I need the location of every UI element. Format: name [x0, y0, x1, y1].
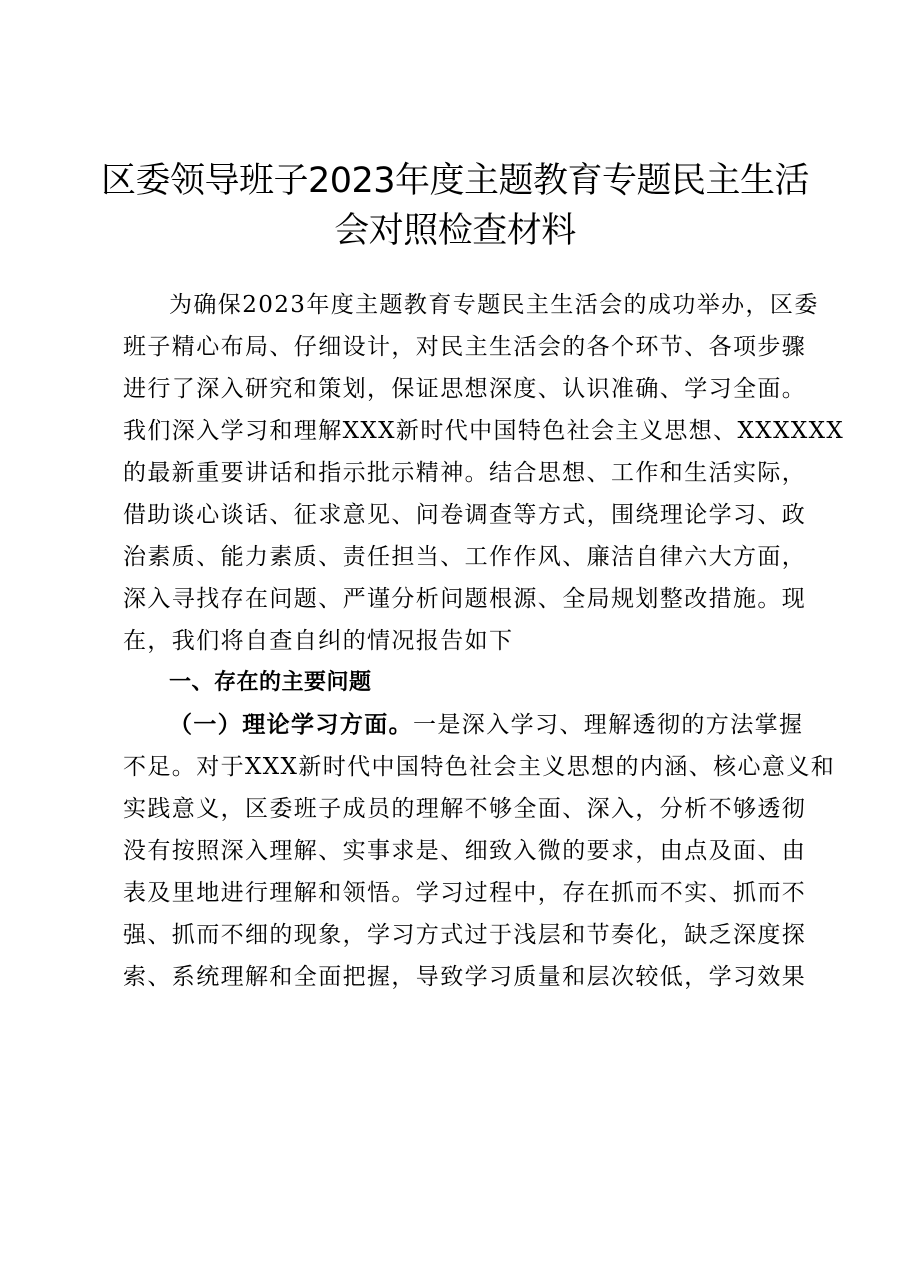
section-first-line-text: 一是深入学习、理解透彻的方法掌握 [413, 712, 804, 738]
intro-line: 借助谈心谈话、征求意见、问卷调查等方式，围绕理论学习、政 [123, 502, 807, 528]
section-line: 强、抓而不细的现象，学习方式过于浅层和节奏化，缺乏深度探 [123, 922, 807, 948]
intro-line: 进行了深入研究和策划，保证思想深度、认识准确、学习全面。 [123, 376, 807, 402]
title-line-1: 区委领导班子2023年度主题教育专题民主生活 [100, 161, 810, 201]
title-line-2: 会对照检查材料 [334, 211, 576, 251]
document-body [123, 284, 845, 998]
section-line: 索、系统理解和全面把握，导致学习质量和层次较低，学习效果 [123, 964, 807, 990]
section-paragraph [123, 704, 836, 998]
intro-line: 治素质、能力素质、责任担当、工作作风、廉洁自律六大方面， [123, 544, 807, 570]
section-line: 没有按照深入理解、实事求是、细致入微的要求，由点及面、由 [123, 838, 807, 864]
subsection-heading: （一）理论学习方面。 [169, 711, 413, 738]
intro-line: 在，我们将自查自纠的情况报告如下 [123, 628, 514, 654]
section-heading: 一、存在的主要问题 [169, 670, 372, 695]
intro-line: 的最新重要讲话和指示批示精神。结合思想、工作和生活实际， [123, 460, 807, 486]
intro-line: 深入寻找存在问题、严谨分析问题根源、全局规划整改措施。现 [123, 586, 807, 612]
intro-line: 班子精心布局、仔细设计，对民主生活会的各个环节、各项步骤 [123, 334, 807, 360]
intro-line: 我们深入学习和理解XXX新时代中国特色社会主义思想、XXXXXX [123, 418, 845, 444]
section-line: 表及里地进行理解和领悟。学习过程中，存在抓而不实、抓而不 [123, 880, 807, 906]
section-line: 不足。对于XXX新时代中国特色社会主义思想的内涵、核心意义和 [123, 754, 836, 780]
section-first-line [123, 704, 823, 746]
document-title [95, 156, 815, 256]
section-line: 实践意义，区委班子成员的理解不够全面、深入，分析不够透彻 [123, 796, 807, 822]
intro-line: 为确保2023年度主题教育专题民主生活会的成功举办，区委 [169, 292, 819, 318]
intro-paragraph [123, 284, 845, 662]
